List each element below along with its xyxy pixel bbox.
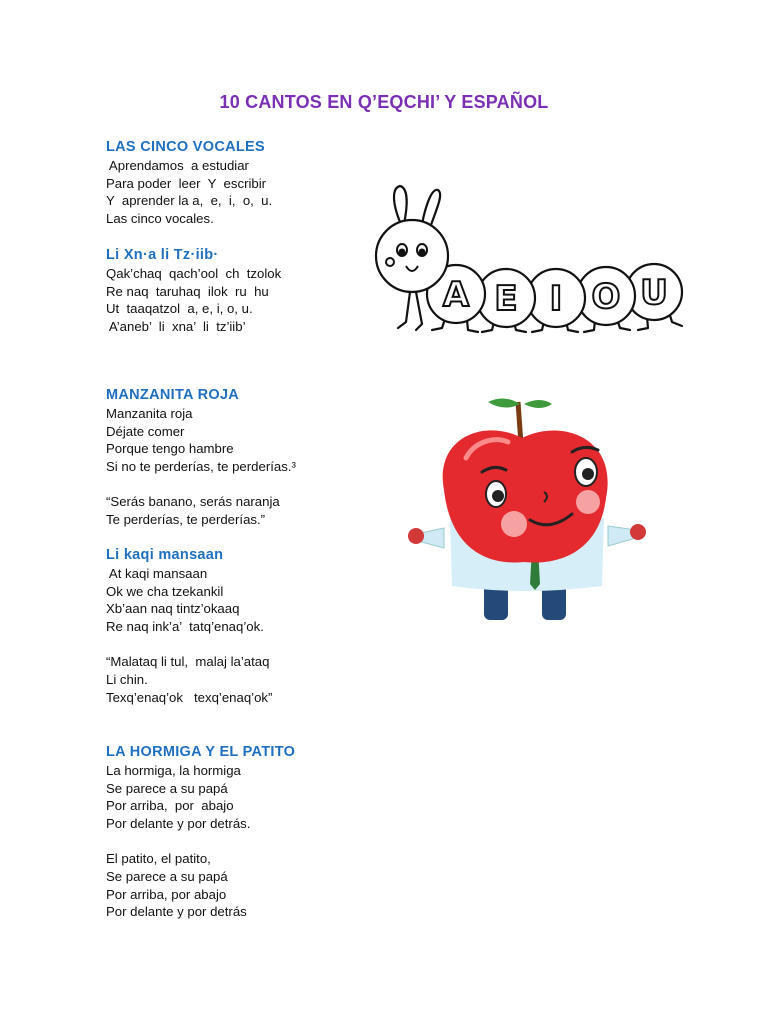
song-line: Por delante y por detrás.: [106, 815, 251, 831]
song-line: El patito, el patito,: [106, 851, 211, 867]
song-line: “Malataq li tul, malaj la’ataq: [106, 654, 270, 670]
song-line: Re naq taruhaq ilok ru hu: [106, 283, 269, 299]
song-line: Se parece a su papá: [106, 868, 228, 884]
song-li-xna-li-tziib: [106, 247, 406, 335]
song-heading: LAS CINCO VOCALES: [106, 139, 265, 155]
caterpillar-letter: O: [591, 277, 621, 317]
song-line: La hormiga, la hormiga: [106, 763, 241, 778]
song-line: At kaqi mansaan: [106, 566, 208, 581]
song-line: Texq’enaq’ok texq’enaq’ok”: [106, 689, 273, 705]
caterpillar-letter: I: [549, 279, 563, 319]
song-line: A’aneb’ li xna’ li tz’iib’: [106, 318, 246, 334]
song-line: “Serás banano, serás naranja: [106, 494, 280, 510]
song-line: Te perderías, te perderías.”: [106, 511, 266, 527]
apple-character-illustration: [404, 398, 654, 626]
song-manzanita-roja: [106, 387, 406, 529]
song-heading: Li kaqi mansaan: [106, 547, 224, 563]
page-title: 10 CANTOS EN Q’EQCHI’ Y ESPAÑOL: [219, 92, 549, 112]
song-line: Déjate comer: [106, 423, 185, 439]
song-line: Por delante y por detrás: [106, 904, 247, 920]
song-las-cinco-vocales: [106, 139, 406, 227]
song-line: Xb’aan naq tintz’okaaq: [106, 601, 240, 617]
song-line: Re naq ink’a’ tatq’enaq’ok.: [106, 618, 264, 634]
song-line: Por arriba, por abajo: [106, 798, 234, 814]
song-line: Ok we cha tzekankil: [106, 583, 224, 599]
song-line: Qak’chaq qach’ool ch tzolok: [106, 266, 282, 281]
song-line: Para poder leer Y escribir: [106, 175, 267, 191]
caterpillar-letter: U: [640, 273, 668, 313]
song-line: Porque tengo hambre: [106, 441, 234, 457]
song-line: Si no te perderías, te perderías.³: [106, 458, 296, 474]
song-la-hormiga-y-el-patito: [106, 744, 406, 921]
song-line: Aprendamos a estudiar: [106, 158, 249, 173]
song-heading: LA HORMIGA Y EL PATITO: [106, 744, 296, 760]
song-line: Y aprender la a, e, i, o, u.: [106, 193, 273, 209]
song-line: Por arriba, por abajo: [106, 886, 227, 902]
song-line: Las cinco vocales.: [106, 210, 214, 226]
song-line: Ut taaqatzol a, e, i, o, u.: [106, 301, 253, 317]
song-line: Manzanita roja: [106, 406, 193, 421]
caterpillar-vowels-illustration: [370, 182, 690, 354]
song-heading: Li Xn·a li Tz·iib·: [106, 247, 219, 263]
caterpillar-letter: A: [442, 275, 470, 315]
song-li-kaqi-mansaan: [106, 547, 406, 706]
song-line: Se parece a su papá: [106, 780, 228, 796]
caterpillar-letter: E: [494, 279, 518, 319]
song-heading: MANZANITA ROJA: [106, 387, 240, 403]
song-line: Li chin.: [106, 671, 148, 687]
